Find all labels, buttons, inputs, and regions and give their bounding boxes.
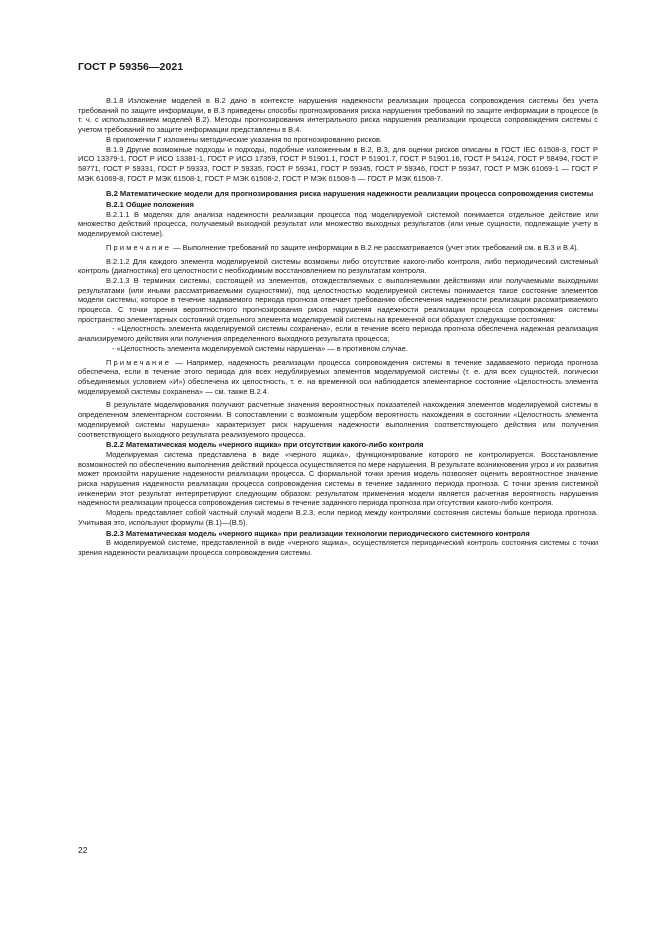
standard-header: ГОСТ Р 59356—2021 xyxy=(78,61,184,73)
page-number: 22 xyxy=(78,845,88,855)
paragraph-b18: В.1.8 Изложение моделей в В.2 дано в контексте нарушения надежности реализации процесса сопровождения системы без учета требований по защите информации, в В.3 приведены способы прогнозирования риска нарушения требований по защите информации в процессе (в т. ч. с использованием моделей В.2). Методы прогнозирования интегрального риска нарушения реализации процесса сопровождения системы с учетом требований по защите информации представлены в В.4. xyxy=(78,96,598,135)
paragraph-periodic-control: В моделируемой системе, представленной в виде «черного ящика», осуществляется периодический контроль состояния системы с точки зрения надежности реализации процесса сопровождения системы. xyxy=(78,538,598,557)
subsection-heading-b22: В.2.2 Математическая модель «черного ящика» при отсутствии какого-либо контроля xyxy=(106,440,424,450)
paragraph-modeling-result: В результате моделирования получают расчетные значения вероятностных показателей нахождения элементов моделируемой системы в определенном элементарном состоянии. В сопоставлении с возможным ущербом вероятность нахождения в состоянии «Целостность элемента моделируемой системы нарушена» характеризует риск нарушения надежности выполнения соответствующего действия или получения соответствующего выходного результата реализуемого процесса. xyxy=(78,400,598,439)
list-item-integrity-broken: - «Целостность элемента моделируемой системы нарушена» — в противном случае. xyxy=(112,343,408,353)
paragraph-b19: В.1.9 Другие возможные подходы и подходы, подобные изложенным в В.2, В.3, для оценки рисков описаны в ГОСТ IEC 61508-3, ГОСТ Р ИСО 13379-1, ГОСТ Р ИСО 13381-1, ГОСТ Р ИСО 17359, ГОСТ Р 51901.1, ГОСТ Р 51901.7, ГОСТ Р 51901.16, ГОСТ Р 54124, ГОСТ Р 58494, ГОСТ Р 58771, ГОСТ Р 59331, ГОСТ Р 59333, ГОСТ Р 59335, ГОСТ Р 59341, ГОСТ Р 59345, ГОСТ Р 59346, ГОСТ Р 59347, ГОСТ Р МЭК 61069-1 — ГОСТ Р МЭК 61069-8, ГОСТ Р МЭК 61508-1, ГОСТ Р МЭК 61508-2, ГОСТ Р МЭК 61508-5 — ГОСТ Р МЭК 61508-7. xyxy=(78,144,598,183)
paragraph-appendix-g: В приложении Г изложены методические указания по прогнозированию рисков. xyxy=(106,134,382,144)
subsection-heading-b23: В.2.3 Математическая модель «черного ящика» при реализации технологии периодического системного контроля xyxy=(106,528,530,538)
paragraph-b212: В.2.1.2 Для каждого элемента моделируемой системы возможны либо отсутствие какого-либо контроля, либо периодический системный контроль (диагностика) его целостности с необходимым восстановлением по результатам контроля. xyxy=(78,256,598,276)
paragraph-b213: В.2.1.3 В терминах системы, состоящей из элементов, отождествляемых с выполняемыми действиями или получаемыми выходными результатами (или иными рассматриваемыми сущностями), под целостностью моделируемой системы понимается такое состояние элементов модели системы, которое в течение задаваемого периода прогноза отвечает требованию обеспечения надежности реализации рассматриваемого процесса. С точки зрения вероятностного прогнозирования риска нарушения надежности реализации процесса сопровождения системы пространство элементарных состояний отдельного элемента моделируемой системы на временной оси образуют следующие состояния: xyxy=(78,275,598,324)
note-label: Примечание xyxy=(106,357,172,367)
paragraph-black-box: Моделируемая система представлена в виде «черного ящика», функционирование которого не контролируется. Восстановление возможностей по обеспечению выполнения действий процесса осуществляется по мере нарушения. В результате возникновения угроз и их развития может произойти нарушение надежности реализации процесса. С формальной точки зрения модель позволяет оценить вероятностное значение риска нарушения надежности реализации процесса сопровождения системы в течение заданного периода прогноза. С точки зрения системной инженерии этот результат интерпретируют следующим образом: результатом применения модели является расчетная вероятность нарушения надежности реализации процесса сопровождения системы в течение заданного периода прогноза при отсутствии какого-либо контроля. xyxy=(78,449,598,508)
note-2-text: — Например, надежность реализации процесса сопровождения системы в течение задаваемого периода прогноза обеспечена, если в течение этого периода для всех недублируемых элементов моделируемой системы (т. е. для всех сущностей, логически объединяемых условием «И») обеспечена их целостность, т. е. на временной оси наблюдается элементарное состояние «Целостность элемента моделируемой системы сохранена» — см. также В.2.4. xyxy=(78,357,598,396)
note-1-text: — Выполнение требований по защите информации в В.2 не рассматривается (учет этих требований см. в В.3 и В.4). xyxy=(171,242,579,252)
section-heading-b2: В.2 Математические модели для прогнозирования риска нарушения надежности реализации процесса сопровождения системы xyxy=(106,189,594,199)
list-item-integrity-kept: - «Целостность элемента моделируемой системы сохранена», если в течение всего периода прогноза обеспечена надежная реализация анализируемого действия или получения определенного выходного результата процесса; xyxy=(78,324,598,344)
note-label: Примечание xyxy=(106,242,172,252)
document-body xyxy=(78,96,598,558)
note-1 xyxy=(78,243,598,253)
paragraph-b211: В.2.1.1 В моделях для анализа надежности реализации процесса под моделируемой системой понимается отдельное действие или множество действий процесса, получаемый выходной результат или множество выходных результатов (или иные сущности, подлежащие учету в моделируемой системе). xyxy=(78,209,598,239)
paragraph-special-case: Модель представляет собой частный случай модели В.2.3, если период между контролями состояния системы больше периода прогноза. Учитывая это, используют формулы (В.1)—(В.5). xyxy=(78,508,598,527)
subsection-heading-b21: В.2.1 Общие положения xyxy=(106,200,194,210)
note-2 xyxy=(78,358,598,397)
